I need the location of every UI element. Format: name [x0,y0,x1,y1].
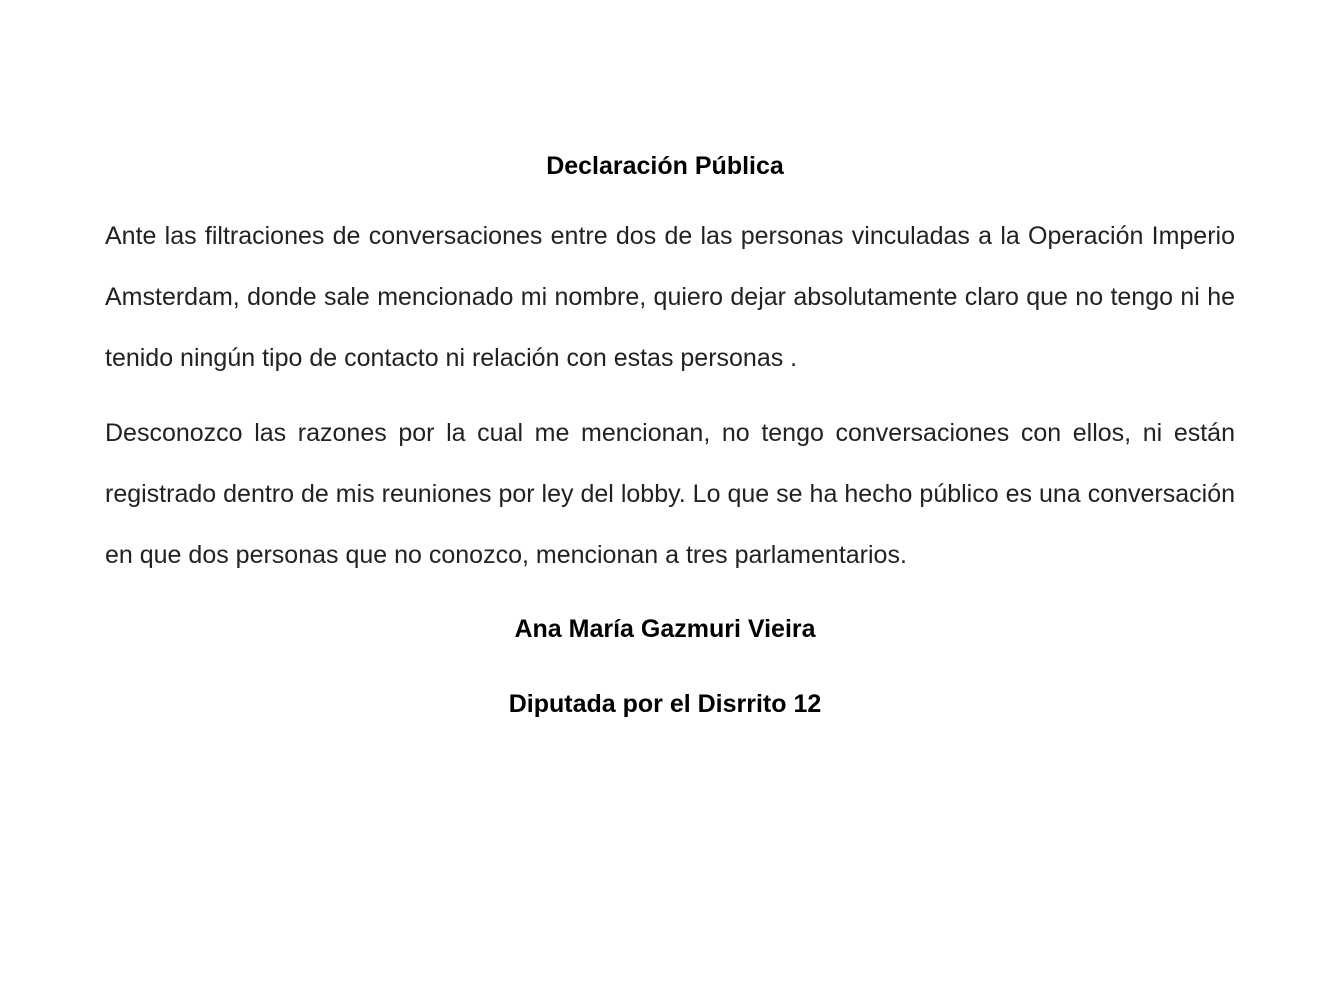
signature-role: Diputada por el Disrrito 12 [508,690,822,718]
signature-name: Ana María Gazmuri Vieira [514,615,816,643]
paragraph-statement: Ante las filtraciones de conversaciones entre dos de las personas vinculadas a la Operación Imperio Amsterdam, donde sale mencionado mi nombre, quiero dejar absolutamente claro que no tengo ni he tenido ningún tipo de contacto ni relación con estas personas . [105,222,1235,372]
document-title: Declaración Pública [546,152,784,180]
paragraph-explanation: Desconozco las razones por la cual me mencionan, no tengo conversaciones con ellos, ni están registrado dentro de mis reuniones por ley del lobby. Lo que se ha hecho público es una conversación en que dos personas que no conozco, mencionan a tres parlamentarios. [105,419,1235,569]
